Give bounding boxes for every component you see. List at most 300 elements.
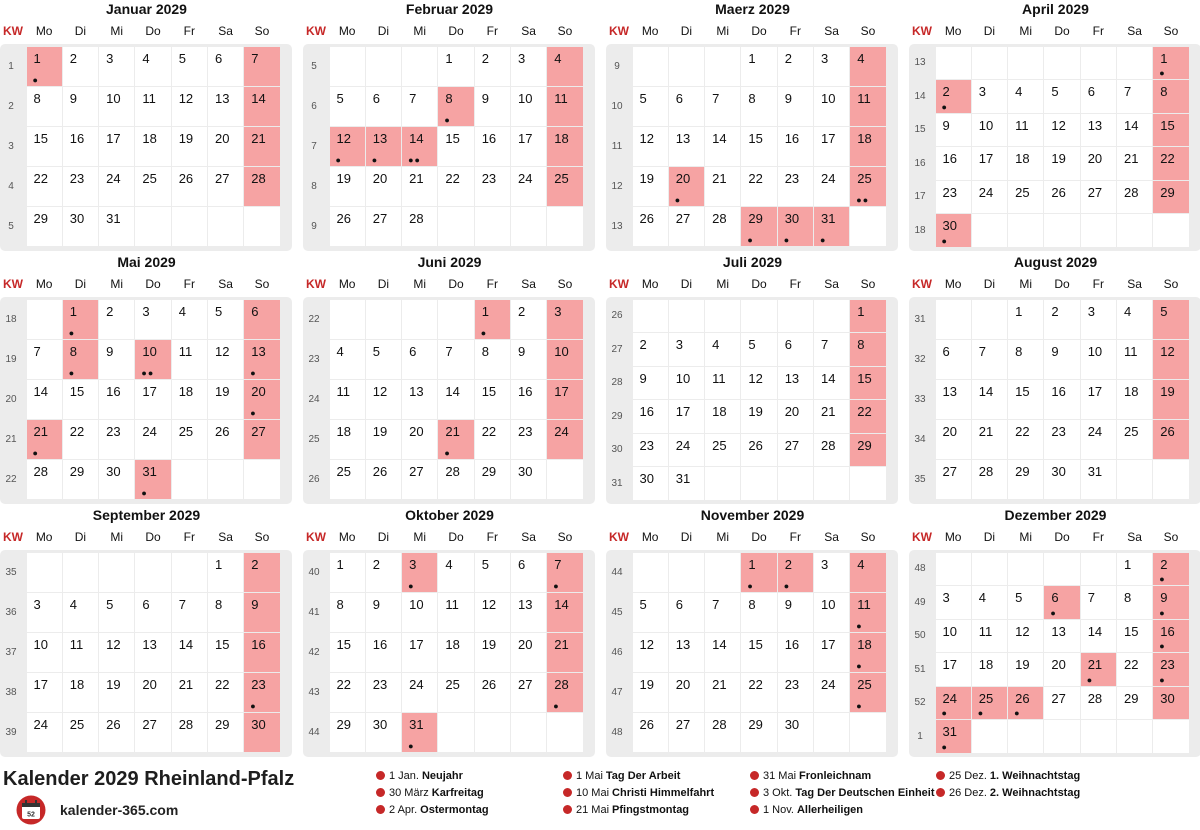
day-cell[interactable] — [244, 673, 279, 712]
day-cell[interactable] — [172, 300, 207, 339]
day-cell[interactable] — [27, 380, 62, 419]
day-cell[interactable] — [547, 380, 582, 419]
day-cell[interactable] — [27, 47, 62, 86]
day-cell[interactable] — [633, 207, 668, 246]
day-cell[interactable] — [99, 460, 134, 499]
day-cell[interactable] — [778, 87, 813, 126]
day-cell[interactable] — [741, 673, 776, 712]
day-cell[interactable] — [850, 87, 885, 126]
day-cell[interactable] — [135, 127, 170, 166]
day-cell[interactable] — [1081, 80, 1116, 113]
day-cell[interactable] — [936, 620, 971, 653]
day-cell[interactable] — [438, 553, 473, 592]
day-cell[interactable] — [1044, 653, 1079, 686]
day-cell[interactable] — [814, 400, 849, 433]
day-cell[interactable] — [402, 460, 437, 499]
day-cell[interactable] — [366, 553, 401, 592]
day-cell[interactable] — [511, 593, 546, 632]
day-cell[interactable] — [1044, 340, 1079, 379]
day-cell[interactable] — [63, 633, 98, 672]
day-cell[interactable] — [63, 167, 98, 206]
day-cell[interactable] — [741, 400, 776, 433]
day-cell[interactable] — [1117, 80, 1152, 113]
day-cell[interactable] — [1044, 80, 1079, 113]
day-cell[interactable] — [1008, 620, 1043, 653]
day-cell[interactable] — [27, 460, 62, 499]
day-cell[interactable] — [208, 713, 243, 752]
day-cell[interactable] — [1117, 181, 1152, 214]
day-cell[interactable] — [705, 400, 740, 433]
day-cell[interactable] — [438, 633, 473, 672]
day-cell[interactable] — [1044, 300, 1079, 339]
day-cell[interactable] — [547, 87, 582, 126]
day-cell[interactable] — [705, 127, 740, 166]
day-cell[interactable] — [1044, 586, 1079, 619]
day-cell[interactable] — [1153, 114, 1188, 147]
day-cell[interactable] — [669, 367, 704, 400]
day-cell[interactable] — [244, 633, 279, 672]
day-cell[interactable] — [1044, 620, 1079, 653]
day-cell[interactable] — [741, 127, 776, 166]
day-cell[interactable] — [741, 553, 776, 592]
day-cell[interactable] — [972, 460, 1007, 499]
day-cell[interactable] — [547, 300, 582, 339]
day-cell[interactable] — [741, 633, 776, 672]
day-cell[interactable] — [936, 114, 971, 147]
day-cell[interactable] — [63, 340, 98, 379]
day-cell[interactable] — [814, 207, 849, 246]
day-cell[interactable] — [705, 633, 740, 672]
day-cell[interactable] — [936, 460, 971, 499]
day-cell[interactable] — [135, 380, 170, 419]
day-cell[interactable] — [814, 333, 849, 366]
day-cell[interactable] — [135, 340, 170, 379]
day-cell[interactable] — [705, 207, 740, 246]
day-cell[interactable] — [475, 593, 510, 632]
day-cell[interactable] — [705, 167, 740, 206]
day-cell[interactable] — [99, 673, 134, 712]
day-cell[interactable] — [438, 420, 473, 459]
day-cell[interactable] — [1044, 420, 1079, 459]
day-cell[interactable] — [1081, 620, 1116, 653]
day-cell[interactable] — [814, 127, 849, 166]
day-cell[interactable] — [547, 47, 582, 86]
day-cell[interactable] — [402, 713, 437, 752]
day-cell[interactable] — [99, 380, 134, 419]
day-cell[interactable] — [1008, 586, 1043, 619]
day-cell[interactable] — [850, 47, 885, 86]
day-cell[interactable] — [1117, 420, 1152, 459]
day-cell[interactable] — [850, 300, 885, 333]
day-cell[interactable] — [633, 400, 668, 433]
day-cell[interactable] — [1081, 687, 1116, 720]
day-cell[interactable] — [402, 553, 437, 592]
day-cell[interactable] — [778, 593, 813, 632]
day-cell[interactable] — [936, 586, 971, 619]
day-cell[interactable] — [778, 400, 813, 433]
day-cell[interactable] — [936, 214, 971, 247]
day-cell[interactable] — [99, 633, 134, 672]
day-cell[interactable] — [330, 673, 365, 712]
day-cell[interactable] — [475, 127, 510, 166]
day-cell[interactable] — [669, 87, 704, 126]
day-cell[interactable] — [741, 593, 776, 632]
day-cell[interactable] — [972, 340, 1007, 379]
day-cell[interactable] — [547, 167, 582, 206]
day-cell[interactable] — [633, 467, 668, 500]
day-cell[interactable] — [814, 47, 849, 86]
day-cell[interactable] — [633, 713, 668, 752]
day-cell[interactable] — [208, 47, 243, 86]
day-cell[interactable] — [1008, 687, 1043, 720]
day-cell[interactable] — [741, 713, 776, 752]
day-cell[interactable] — [814, 633, 849, 672]
day-cell[interactable] — [475, 47, 510, 86]
day-cell[interactable] — [475, 167, 510, 206]
day-cell[interactable] — [99, 207, 134, 246]
day-cell[interactable] — [1008, 653, 1043, 686]
day-cell[interactable] — [438, 673, 473, 712]
day-cell[interactable] — [814, 553, 849, 592]
day-cell[interactable] — [208, 420, 243, 459]
day-cell[interactable] — [972, 586, 1007, 619]
day-cell[interactable] — [669, 434, 704, 467]
day-cell[interactable] — [814, 434, 849, 467]
day-cell[interactable] — [366, 593, 401, 632]
day-cell[interactable] — [330, 340, 365, 379]
day-cell[interactable] — [936, 380, 971, 419]
day-cell[interactable] — [99, 420, 134, 459]
day-cell[interactable] — [330, 420, 365, 459]
day-cell[interactable] — [208, 300, 243, 339]
day-cell[interactable] — [972, 420, 1007, 459]
day-cell[interactable] — [705, 593, 740, 632]
day-cell[interactable] — [438, 47, 473, 86]
day-cell[interactable] — [669, 467, 704, 500]
day-cell[interactable] — [244, 127, 279, 166]
day-cell[interactable] — [1117, 380, 1152, 419]
day-cell[interactable] — [27, 420, 62, 459]
day-cell[interactable] — [1044, 687, 1079, 720]
day-cell[interactable] — [244, 300, 279, 339]
day-cell[interactable] — [778, 47, 813, 86]
day-cell[interactable] — [972, 380, 1007, 419]
day-cell[interactable] — [778, 167, 813, 206]
day-cell[interactable] — [1117, 553, 1152, 586]
day-cell[interactable] — [475, 300, 510, 339]
day-cell[interactable] — [438, 87, 473, 126]
day-cell[interactable] — [402, 633, 437, 672]
day-cell[interactable] — [511, 127, 546, 166]
day-cell[interactable] — [99, 340, 134, 379]
day-cell[interactable] — [27, 87, 62, 126]
day-cell[interactable] — [936, 653, 971, 686]
day-cell[interactable] — [1153, 620, 1188, 653]
day-cell[interactable] — [99, 593, 134, 632]
day-cell[interactable] — [172, 87, 207, 126]
day-cell[interactable] — [475, 460, 510, 499]
day-cell[interactable] — [366, 420, 401, 459]
day-cell[interactable] — [475, 420, 510, 459]
day-cell[interactable] — [547, 420, 582, 459]
day-cell[interactable] — [511, 87, 546, 126]
day-cell[interactable] — [1117, 114, 1152, 147]
day-cell[interactable] — [172, 167, 207, 206]
day-cell[interactable] — [705, 673, 740, 712]
day-cell[interactable] — [330, 207, 365, 246]
day-cell[interactable] — [850, 333, 885, 366]
day-cell[interactable] — [669, 673, 704, 712]
day-cell[interactable] — [172, 420, 207, 459]
day-cell[interactable] — [741, 87, 776, 126]
day-cell[interactable] — [1117, 340, 1152, 379]
day-cell[interactable] — [63, 420, 98, 459]
day-cell[interactable] — [135, 633, 170, 672]
day-cell[interactable] — [633, 127, 668, 166]
day-cell[interactable] — [438, 380, 473, 419]
day-cell[interactable] — [172, 593, 207, 632]
day-cell[interactable] — [633, 333, 668, 366]
day-cell[interactable] — [511, 420, 546, 459]
day-cell[interactable] — [778, 207, 813, 246]
day-cell[interactable] — [850, 434, 885, 467]
day-cell[interactable] — [63, 300, 98, 339]
day-cell[interactable] — [936, 687, 971, 720]
day-cell[interactable] — [778, 713, 813, 752]
day-cell[interactable] — [1117, 620, 1152, 653]
day-cell[interactable] — [1008, 340, 1043, 379]
day-cell[interactable] — [63, 87, 98, 126]
day-cell[interactable] — [135, 420, 170, 459]
day-cell[interactable] — [99, 47, 134, 86]
day-cell[interactable] — [511, 167, 546, 206]
day-cell[interactable] — [135, 167, 170, 206]
day-cell[interactable] — [669, 593, 704, 632]
day-cell[interactable] — [511, 553, 546, 592]
day-cell[interactable] — [1008, 420, 1043, 459]
day-cell[interactable] — [330, 380, 365, 419]
day-cell[interactable] — [172, 633, 207, 672]
day-cell[interactable] — [27, 167, 62, 206]
day-cell[interactable] — [1008, 380, 1043, 419]
day-cell[interactable] — [1153, 80, 1188, 113]
day-cell[interactable] — [633, 673, 668, 712]
day-cell[interactable] — [1117, 586, 1152, 619]
day-cell[interactable] — [972, 653, 1007, 686]
day-cell[interactable] — [633, 87, 668, 126]
day-cell[interactable] — [972, 181, 1007, 214]
day-cell[interactable] — [366, 167, 401, 206]
day-cell[interactable] — [208, 553, 243, 592]
day-cell[interactable] — [208, 340, 243, 379]
day-cell[interactable] — [1081, 653, 1116, 686]
day-cell[interactable] — [208, 673, 243, 712]
day-cell[interactable] — [741, 333, 776, 366]
day-cell[interactable] — [402, 340, 437, 379]
day-cell[interactable] — [850, 367, 885, 400]
day-cell[interactable] — [402, 127, 437, 166]
day-cell[interactable] — [172, 340, 207, 379]
day-cell[interactable] — [1044, 147, 1079, 180]
day-cell[interactable] — [1117, 300, 1152, 339]
day-cell[interactable] — [63, 380, 98, 419]
day-cell[interactable] — [27, 593, 62, 632]
day-cell[interactable] — [511, 340, 546, 379]
day-cell[interactable] — [330, 633, 365, 672]
day-cell[interactable] — [475, 340, 510, 379]
day-cell[interactable] — [1117, 147, 1152, 180]
day-cell[interactable] — [1117, 687, 1152, 720]
day-cell[interactable] — [438, 127, 473, 166]
day-cell[interactable] — [778, 434, 813, 467]
day-cell[interactable] — [438, 460, 473, 499]
day-cell[interactable] — [936, 720, 971, 753]
day-cell[interactable] — [814, 673, 849, 712]
day-cell[interactable] — [244, 167, 279, 206]
day-cell[interactable] — [547, 553, 582, 592]
day-cell[interactable] — [814, 593, 849, 632]
day-cell[interactable] — [850, 400, 885, 433]
day-cell[interactable] — [705, 367, 740, 400]
day-cell[interactable] — [1081, 114, 1116, 147]
day-cell[interactable] — [366, 460, 401, 499]
day-cell[interactable] — [778, 633, 813, 672]
day-cell[interactable] — [402, 207, 437, 246]
day-cell[interactable] — [778, 333, 813, 366]
day-cell[interactable] — [244, 553, 279, 592]
day-cell[interactable] — [1081, 420, 1116, 459]
day-cell[interactable] — [633, 167, 668, 206]
day-cell[interactable] — [741, 47, 776, 86]
day-cell[interactable] — [669, 713, 704, 752]
day-cell[interactable] — [850, 127, 885, 166]
day-cell[interactable] — [633, 367, 668, 400]
day-cell[interactable] — [475, 633, 510, 672]
day-cell[interactable] — [402, 87, 437, 126]
day-cell[interactable] — [1153, 181, 1188, 214]
day-cell[interactable] — [1153, 653, 1188, 686]
day-cell[interactable] — [63, 673, 98, 712]
day-cell[interactable] — [330, 127, 365, 166]
day-cell[interactable] — [1153, 586, 1188, 619]
day-cell[interactable] — [366, 673, 401, 712]
day-cell[interactable] — [330, 460, 365, 499]
day-cell[interactable] — [1153, 147, 1188, 180]
day-cell[interactable] — [1008, 114, 1043, 147]
day-cell[interactable] — [402, 593, 437, 632]
day-cell[interactable] — [135, 713, 170, 752]
day-cell[interactable] — [778, 127, 813, 166]
day-cell[interactable] — [172, 127, 207, 166]
day-cell[interactable] — [778, 367, 813, 400]
day-cell[interactable] — [366, 87, 401, 126]
day-cell[interactable] — [547, 127, 582, 166]
day-cell[interactable] — [547, 633, 582, 672]
day-cell[interactable] — [438, 593, 473, 632]
day-cell[interactable] — [172, 47, 207, 86]
day-cell[interactable] — [27, 127, 62, 166]
day-cell[interactable] — [244, 47, 279, 86]
day-cell[interactable] — [972, 80, 1007, 113]
day-cell[interactable] — [1008, 80, 1043, 113]
day-cell[interactable] — [936, 340, 971, 379]
day-cell[interactable] — [1081, 586, 1116, 619]
day-cell[interactable] — [633, 593, 668, 632]
day-cell[interactable] — [1153, 300, 1188, 339]
day-cell[interactable] — [208, 380, 243, 419]
day-cell[interactable] — [366, 633, 401, 672]
day-cell[interactable] — [208, 633, 243, 672]
day-cell[interactable] — [972, 147, 1007, 180]
day-cell[interactable] — [63, 47, 98, 86]
day-cell[interactable] — [99, 713, 134, 752]
day-cell[interactable] — [99, 300, 134, 339]
day-cell[interactable] — [1153, 420, 1188, 459]
day-cell[interactable] — [99, 127, 134, 166]
day-cell[interactable] — [330, 167, 365, 206]
day-cell[interactable] — [850, 553, 885, 592]
day-cell[interactable] — [438, 167, 473, 206]
day-cell[interactable] — [741, 434, 776, 467]
day-cell[interactable] — [1008, 147, 1043, 180]
day-cell[interactable] — [778, 553, 813, 592]
day-cell[interactable] — [633, 434, 668, 467]
day-cell[interactable] — [1153, 687, 1188, 720]
day-cell[interactable] — [135, 460, 170, 499]
day-cell[interactable] — [1008, 181, 1043, 214]
day-cell[interactable] — [27, 673, 62, 712]
day-cell[interactable] — [1081, 300, 1116, 339]
day-cell[interactable] — [547, 673, 582, 712]
day-cell[interactable] — [475, 553, 510, 592]
day-cell[interactable] — [208, 167, 243, 206]
day-cell[interactable] — [99, 167, 134, 206]
day-cell[interactable] — [669, 127, 704, 166]
day-cell[interactable] — [511, 380, 546, 419]
day-cell[interactable] — [27, 340, 62, 379]
day-cell[interactable] — [63, 460, 98, 499]
day-cell[interactable] — [438, 340, 473, 379]
day-cell[interactable] — [1153, 553, 1188, 586]
day-cell[interactable] — [244, 713, 279, 752]
day-cell[interactable] — [366, 380, 401, 419]
day-cell[interactable] — [135, 673, 170, 712]
day-cell[interactable] — [330, 593, 365, 632]
day-cell[interactable] — [1081, 460, 1116, 499]
day-cell[interactable] — [1153, 47, 1188, 80]
day-cell[interactable] — [511, 460, 546, 499]
day-cell[interactable] — [208, 127, 243, 166]
day-cell[interactable] — [244, 340, 279, 379]
day-cell[interactable] — [814, 367, 849, 400]
day-cell[interactable] — [1117, 653, 1152, 686]
day-cell[interactable] — [850, 633, 885, 672]
day-cell[interactable] — [63, 713, 98, 752]
day-cell[interactable] — [27, 207, 62, 246]
day-cell[interactable] — [669, 333, 704, 366]
day-cell[interactable] — [547, 593, 582, 632]
day-cell[interactable] — [850, 167, 885, 206]
day-cell[interactable] — [669, 400, 704, 433]
day-cell[interactable] — [1081, 380, 1116, 419]
day-cell[interactable] — [135, 87, 170, 126]
day-cell[interactable] — [1044, 460, 1079, 499]
day-cell[interactable] — [741, 207, 776, 246]
day-cell[interactable] — [936, 147, 971, 180]
day-cell[interactable] — [475, 87, 510, 126]
day-cell[interactable] — [1153, 340, 1188, 379]
day-cell[interactable] — [814, 167, 849, 206]
